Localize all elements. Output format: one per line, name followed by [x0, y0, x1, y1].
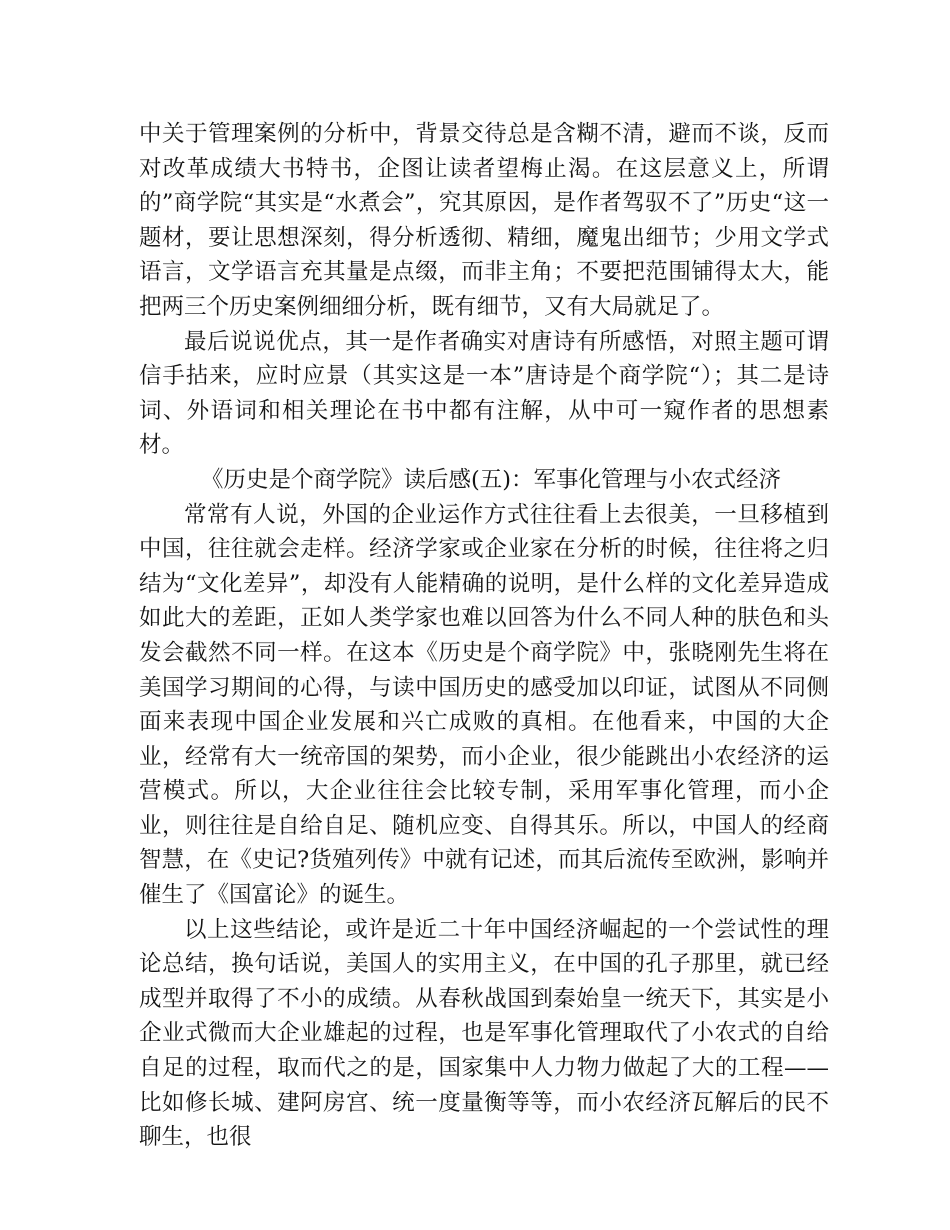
paragraph-strengths: 最后说说优点，其一是作者确实对唐诗有所感悟，对照主题可谓信手拈来，应时应景（其实这是一本”唐诗是个商学院“）；其二是诗词、外语词和相关理论在书中都有注解，从中可一窥作者的思想素材。 — [139, 328, 829, 459]
document-page — [139, 117, 829, 1155]
paragraph-intro: 常常有人说，外国的企业运作方式往往看上去很美，一旦移植到中国，往往就会走样。经济学家或企业家在分析的时候，往往将之归结为“文化差异”，却没有人能精确的说明，是什么样的文化差异造成如此大的差距，正如人类学家也难以回答为什么不同人种的肤色和头发会截然不同一样。在这本《历史是个商学院》中，张晓刚先生将在美国学习期间的心得，与读中国历史的感受加以印证，试图从不同侧面来表现中国企业发展和兴亡成败的真相。在他看来，中国的大企业，经常有大一统帝国的架势，而小企业，很少能跳出小农经济的运营模式。所以，大企业往往会比较专制，采用军事化管理，而小企业，则往往是自给自足、随机应变、自得其乐。所以，中国人的经商智慧，在《史记?货殖列传》中就有记述，而其后流传至欧洲，影响并催生了《国富论》的诞生。 — [139, 501, 829, 909]
paragraph-continuation: 中关于管理案例的分析中，背景交待总是含糊不清，避而不谈，反而对改革成绩大书特书，企图让读者望梅止渴。在这层意义上，所谓的”商学院“其实是“水煮会”，究其原因，是作者驾驭不了”历史“这一题材，要让思想深刻，得分析透彻、精细，魔鬼出细节；少用文学式语言，文学语言充其量是点缀，而非主角；不要把范围铺得太大，能把两三个历史案例细细分析，既有细节，又有大局就足了。 — [139, 121, 829, 320]
paragraph-conclusions: 以上这些结论，或许是近二十年中国经济崛起的一个尝试性的理论总结，换句话说，美国人的实用主义，在中国的孔子那里，就已经成型并取得了不小的成绩。从春秋战国到秦始皇一统天下，其实是小企业式微而大企业雄起的过程，也是军事化管理取代了小农式的自给自足的过程，取而代之的是，国家集中人力物力做起了大的工程——比如修长城、建阿房宫、统一度量衡等等，而小农经济瓦解后的民不聊生，也很 — [139, 916, 829, 1151]
section-heading: 《历史是个商学院》读后感(五)：军事化管理与小农式经济 — [201, 466, 782, 493]
